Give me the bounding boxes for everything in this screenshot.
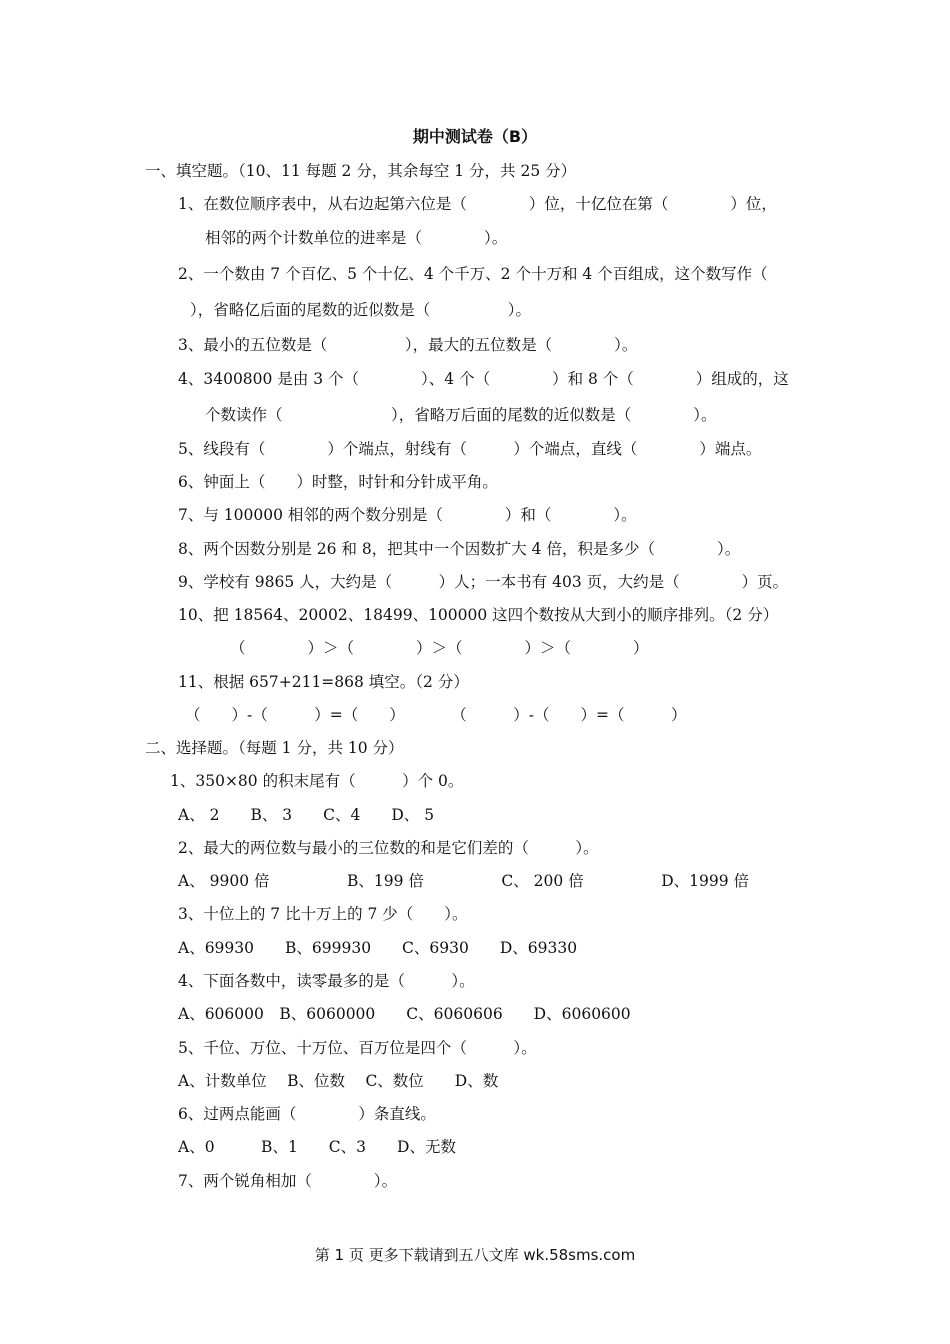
question-text: 1、在数位顺序表中，从右边起第六位是（ ）位，十亿位在第（ ）位，	[178, 195, 777, 213]
question-text: 1、350×80 的积末尾有（ ）个 0。	[170, 772, 464, 790]
question-text: 7、与 100000 相邻的两个数分别是（ ）和（ ）。	[178, 506, 637, 524]
question-text: 4、3400800 是由 3 个（ ）、4 个（ ）和 8 个（ ）组成的，这	[178, 370, 789, 388]
section2-heading: 二、选择题。（每题 1 分，共 10 分）	[145, 739, 404, 757]
question-text: 个数读作（ ），省略万后面的尾数的近似数是（ ）。	[205, 406, 717, 424]
question-text: 5、千位、万位、十万位、百万位是四个（ ）。	[178, 1039, 537, 1057]
question-text: 6、过两点能画（ ）条直线。	[178, 1105, 436, 1123]
question-text: 5、线段有（ ）个端点，射线有（ ）个端点，直线（ ）端点。	[178, 440, 762, 458]
question-text: 7、两个锐角相加（ ）。	[178, 1172, 398, 1190]
question-text: 6、钟面上（ ）时整，时针和分针成平角。	[178, 473, 498, 491]
answer-options: A、69930 B、699930 C、6930 D、69330	[178, 939, 578, 957]
question-text: 4、下面各数中，读零最多的是（ ）。	[178, 972, 475, 990]
answer-options: A、 9900 倍 B、199 倍 C、 200 倍 D、1999 倍	[178, 872, 749, 890]
answer-options: A、606000 B、6060000 C、6060606 D、6060600	[178, 1005, 631, 1023]
question-text: 8、两个因数分别是 26 和 8，把其中一个因数扩大 4 倍，积是多少（ ）。	[178, 540, 741, 558]
question-text: 相邻的两个计数单位的进率是（ ）。	[205, 229, 508, 247]
question-text: 3、十位上的 7 比十万上的 7 少（ ）。	[178, 905, 468, 923]
answer-blanks: （ ）＞（ ）＞（ ）＞（ ）	[230, 639, 649, 657]
page-footer: 第 1 页 更多下载请到五八文库 wk.58sms.com	[314, 1246, 636, 1264]
question-text: 10、把 18564、20002、18499、100000 这四个数按从大到小的顺序排列。（2 分）	[178, 606, 779, 624]
answer-options: A、计数单位 B、位数 C、数位 D、数	[178, 1072, 499, 1090]
question-text: 2、一个数由 7 个百亿、5 个十亿、4 个千万、2 个十万和 4 个百组成，这个数写作（	[178, 265, 768, 283]
answer-blanks: （ ）-（ ）=（ ） （ ）-（ ）=（ ）	[185, 706, 687, 724]
question-text: 11、根据 657+211=868 填空。（2 分）	[178, 673, 469, 691]
question-text: 3、最小的五位数是（ ），最大的五位数是（ ）。	[178, 336, 638, 354]
question-text: 9、学校有 9865 人，大约是（ ）人；一本书有 403 页，大约是（ ）页。	[178, 573, 789, 591]
answer-options: A、0 B、1 C、3 D、无数	[178, 1138, 456, 1156]
answer-options: A、 2 B、 3 C、4 D、 5	[178, 806, 435, 824]
question-text: ），省略亿后面的尾数的近似数是（ ）。	[190, 301, 532, 319]
page-title: 期中测试卷（B）	[412, 127, 538, 146]
question-text: 2、最大的两位数与最小的三位数的和是它们差的（ ）。	[178, 839, 599, 857]
section1-heading: 一、填空题。（10、11 每题 2 分，其余每空 1 分，共 25 分）	[145, 162, 577, 180]
